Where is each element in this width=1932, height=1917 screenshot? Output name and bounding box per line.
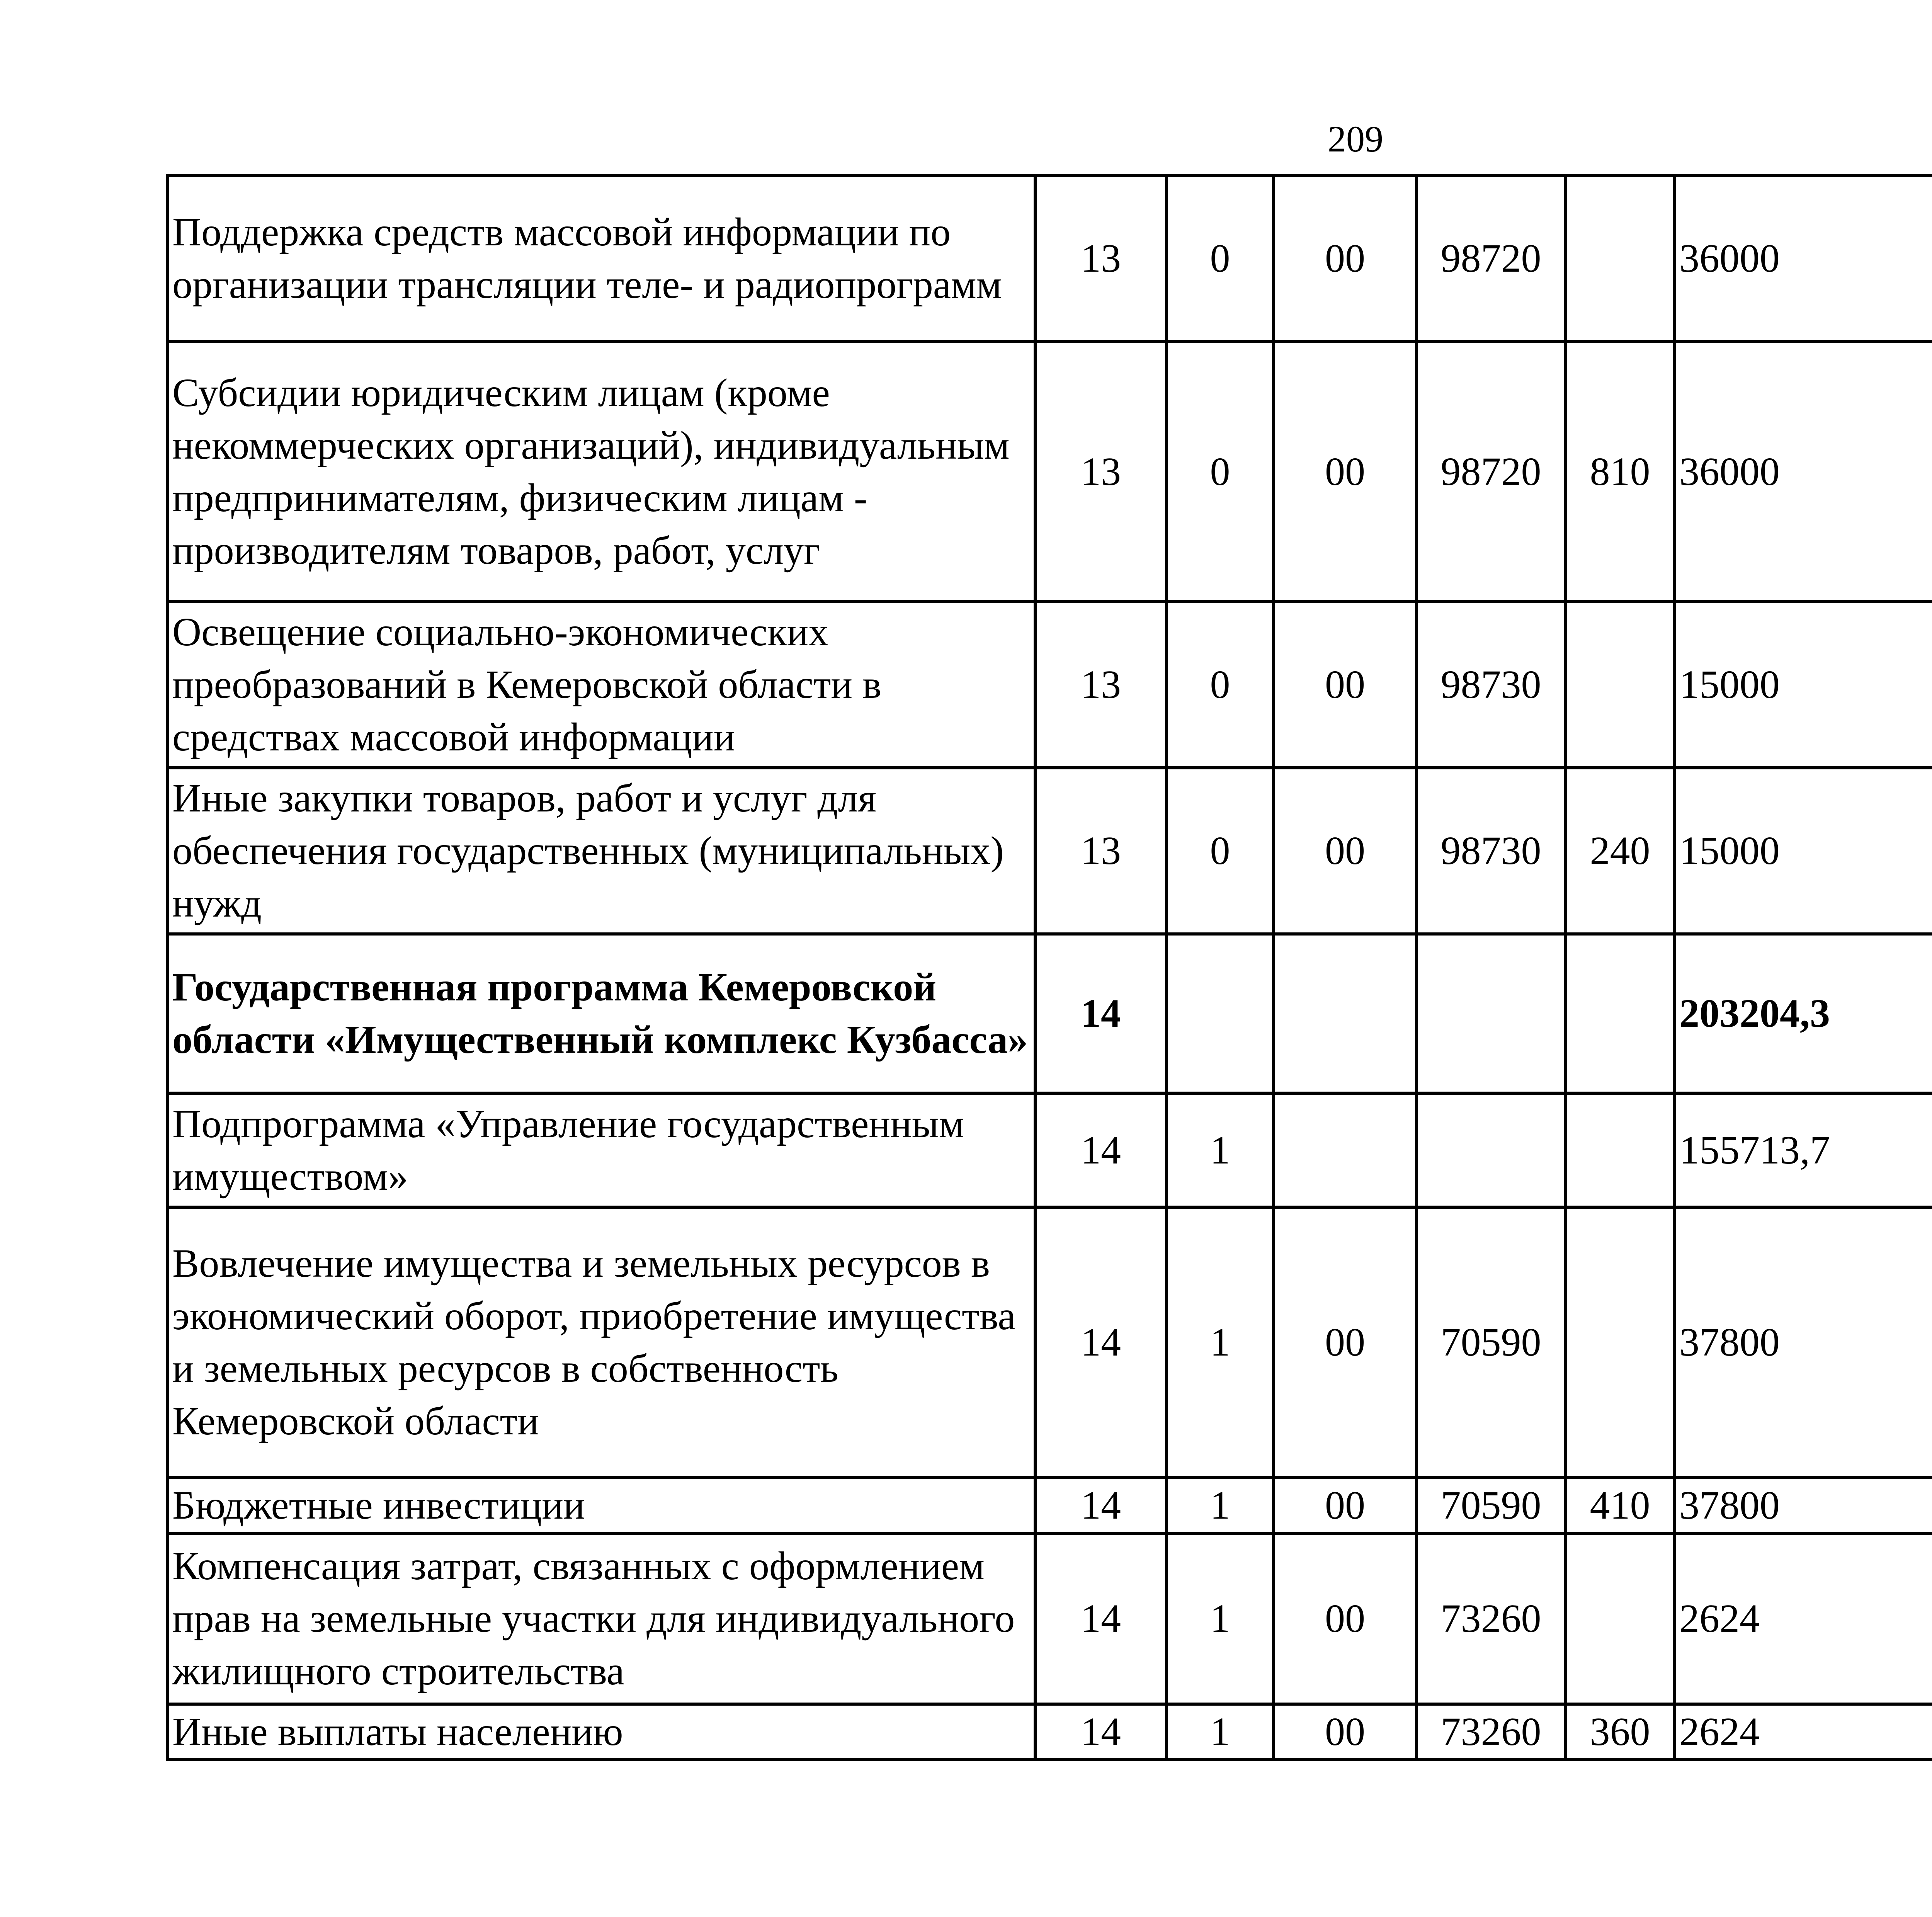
code-cell: 14 [1035,1533,1167,1704]
code-cell: 13 [1035,175,1167,342]
table-row [168,1093,1932,1207]
code-cell: 98730 [1417,768,1565,934]
code-cell: 14 [1035,1704,1167,1760]
table-row [168,175,1932,342]
code-cell: 810 [1565,342,1675,602]
row-description: Иные выплаты населению [168,1704,1035,1760]
code-cell [1274,1093,1417,1207]
row-description: Поддержка средств массовой информации по организации трансляции теле- и радиопрограмм [168,175,1035,342]
code-cell: 1 [1167,1093,1274,1207]
code-cell: 13 [1035,602,1167,768]
table-row [168,602,1932,768]
code-cell [1417,934,1565,1093]
code-cell: 70590 [1417,1207,1565,1478]
row-description: Бюджетные инвестиции [168,1478,1035,1533]
amount-cell: 15000 [1675,602,1932,768]
code-cell: 410 [1565,1478,1675,1533]
code-cell [1565,1207,1675,1478]
code-cell: 00 [1274,602,1417,768]
code-cell [1565,1533,1675,1704]
code-cell [1274,934,1417,1093]
row-description: Вовлечение имущества и земельных ресурсов в экономический оборот, приобретение имущества и земельных ресурсов в собственность Кемеровской области [168,1207,1035,1478]
code-cell: 14 [1035,1478,1167,1533]
code-cell: 73260 [1417,1704,1565,1760]
code-cell: 1 [1167,1533,1274,1704]
row-description: Государственная программа Кемеровской области «Имущественный комплекс Кузбасса» [168,934,1035,1093]
row-description: Подпрограмма «Управление государственным имуществом» [168,1093,1035,1207]
code-cell: 14 [1035,934,1167,1093]
code-cell: 1 [1167,1207,1274,1478]
code-cell: 14 [1035,1207,1167,1478]
table-row [168,1478,1932,1533]
code-cell: 98730 [1417,602,1565,768]
code-cell: 1 [1167,1704,1274,1760]
code-cell: 0 [1167,768,1274,934]
code-cell: 00 [1274,342,1417,602]
code-cell: 0 [1167,602,1274,768]
budget-table [166,174,1932,1761]
table-row [168,1533,1932,1704]
code-cell: 240 [1565,768,1675,934]
table-row [168,1207,1932,1478]
code-cell: 0 [1167,342,1274,602]
row-description: Субсидии юридическим лицам (кроме некоммерческих организаций), индивидуальным предпринимателям, физическим лицам - производителям товаров, работ, услуг [168,342,1035,602]
amount-cell: 37800 [1675,1478,1932,1533]
code-cell [1565,934,1675,1093]
code-cell: 14 [1035,1093,1167,1207]
code-cell: 360 [1565,1704,1675,1760]
code-cell: 00 [1274,1207,1417,1478]
amount-cell: 155713,7 [1675,1093,1932,1207]
code-cell: 13 [1035,342,1167,602]
page-number: 209 [1328,118,1383,160]
code-cell: 00 [1274,1533,1417,1704]
table-row [168,934,1932,1093]
code-cell: 0 [1167,175,1274,342]
code-cell: 00 [1274,175,1417,342]
code-cell [1565,602,1675,768]
amount-cell: 15000 [1675,768,1932,934]
amount-cell: 2624 [1675,1533,1932,1704]
amount-cell: 36000 [1675,342,1932,602]
amount-cell: 36000 [1675,175,1932,342]
code-cell: 70590 [1417,1478,1565,1533]
code-cell: 98720 [1417,342,1565,602]
table-row [168,342,1932,602]
table-row [168,1704,1932,1760]
code-cell: 98720 [1417,175,1565,342]
code-cell: 1 [1167,1478,1274,1533]
code-cell: 13 [1035,768,1167,934]
code-cell: 00 [1274,768,1417,934]
code-cell [1167,934,1274,1093]
code-cell [1417,1093,1565,1207]
amount-cell: 2624 [1675,1704,1932,1760]
row-description: Компенсация затрат, связанных с оформлением прав на земельные участки для индивидуального жилищного строительства [168,1533,1035,1704]
code-cell [1565,175,1675,342]
code-cell: 00 [1274,1478,1417,1533]
row-description: Освещение социально-экономических преобразований в Кемеровской области в средствах массовой информации [168,602,1035,768]
code-cell: 73260 [1417,1533,1565,1704]
code-cell [1565,1093,1675,1207]
code-cell: 00 [1274,1704,1417,1760]
amount-cell: 203204,3 [1675,934,1932,1093]
amount-cell: 37800 [1675,1207,1932,1478]
row-description: Иные закупки товаров, работ и услуг для обеспечения государственных (муниципальных) нужд [168,768,1035,934]
table-row [168,768,1932,934]
